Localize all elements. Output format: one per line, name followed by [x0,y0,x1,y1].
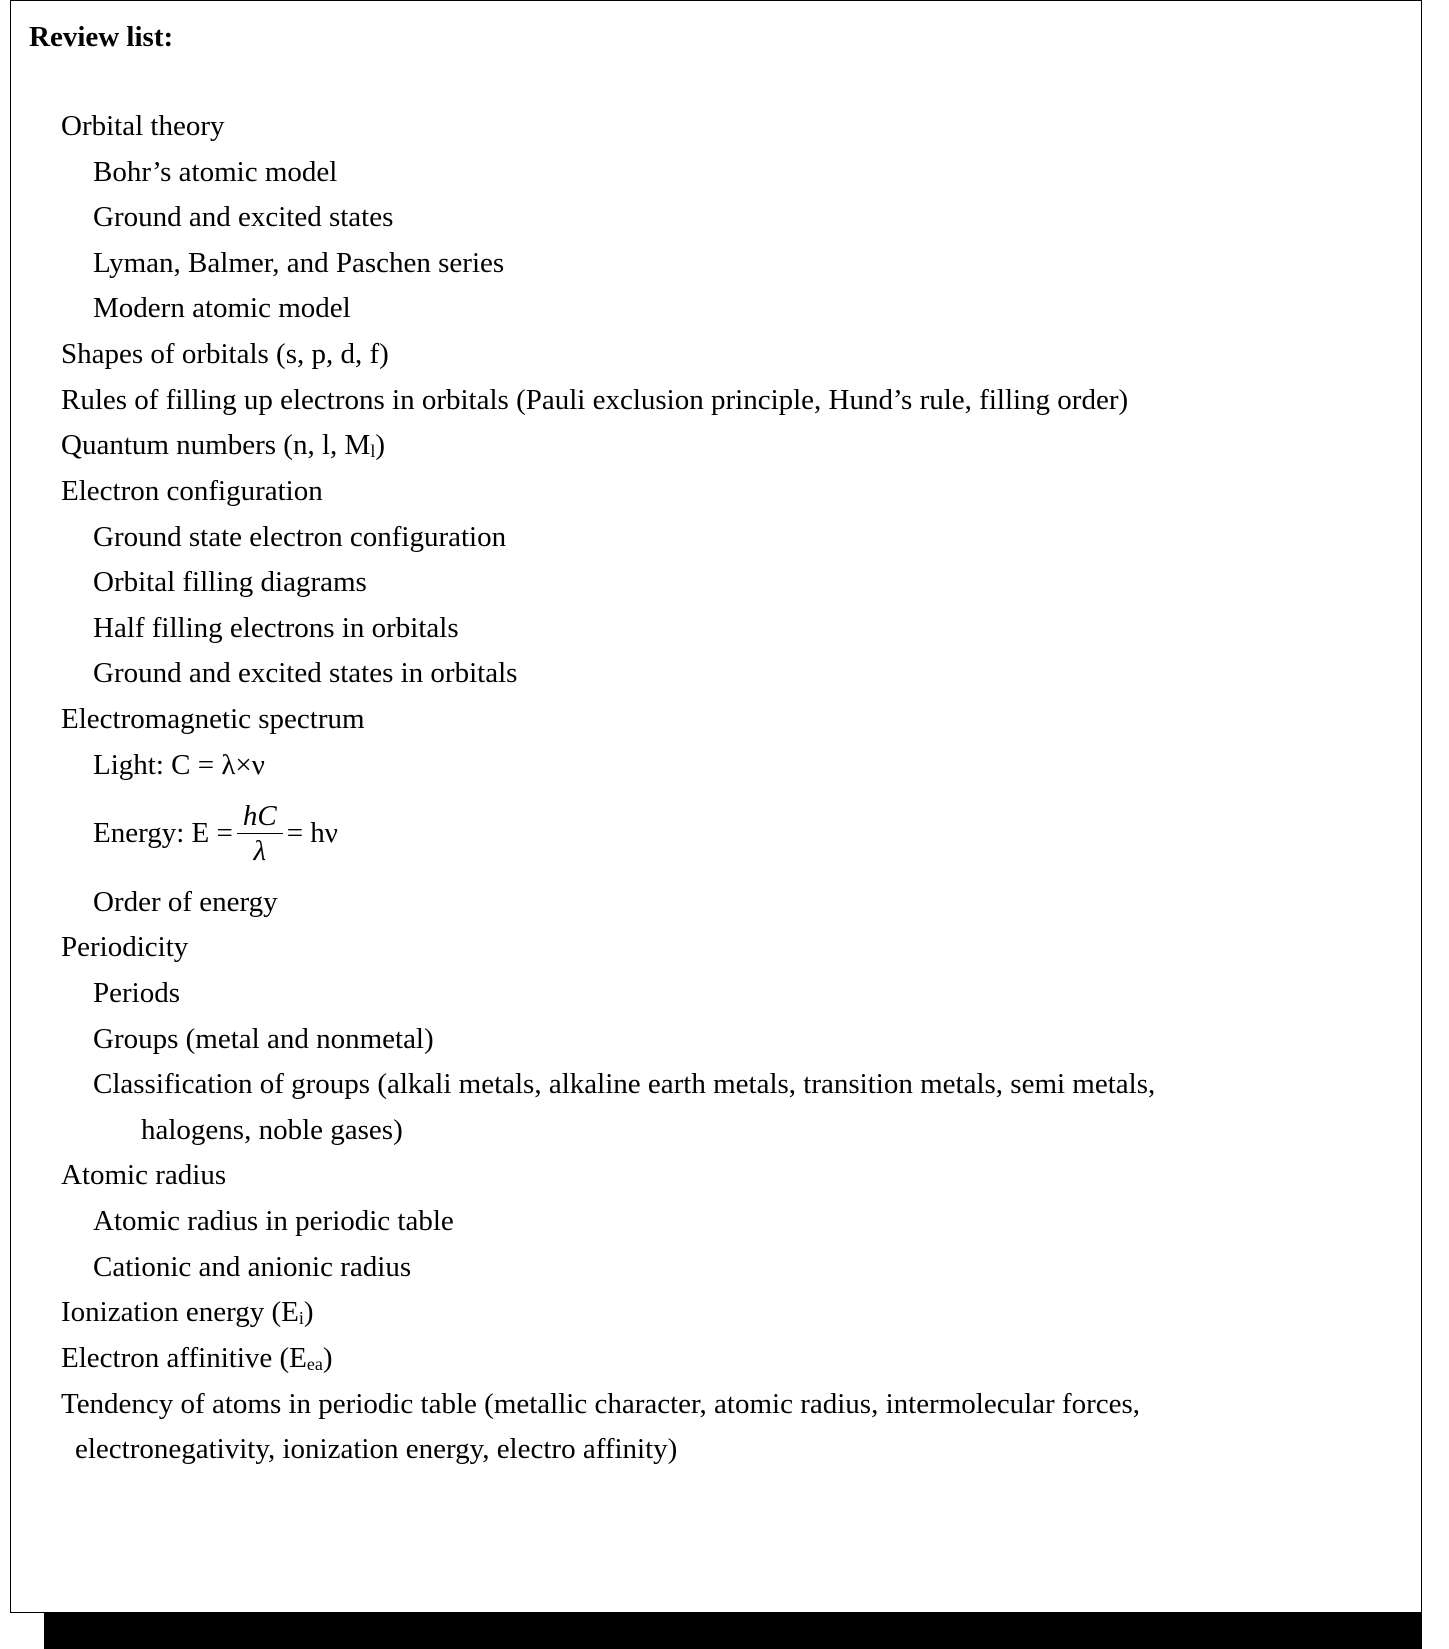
item-electromagnetic-spectrum: Electromagnetic spectrum [61,703,365,735]
fraction-denominator: λ [253,834,267,867]
item-classification-line-1: Classification of groups (alkali metals, alkaline earth metals, transition metals, semi metals, [93,1068,1156,1100]
quantum-subscript: l [370,441,376,461]
item-classification-line-2: halogens, noble gases) [141,1114,403,1146]
energy-suffix: = hν [286,817,338,849]
fraction-numerator: hC [237,799,283,834]
item-bohr-model: Bohr’s atomic model [93,156,338,188]
item-periodicity: Periodicity [61,931,189,963]
item-ground-state-configuration: Ground state electron configuration [93,521,507,553]
item-electron-affinitive [61,1340,333,1382]
review-list-title: Review list: [29,21,174,53]
review-box [10,0,1422,1613]
item-modern-atomic-model: Modern atomic model [93,292,351,324]
affinitive-subscript: ea [306,1354,323,1374]
energy-prefix: Energy: E = [93,817,233,849]
energy-fraction [237,799,283,868]
ionization-text: Ionization energy (E [61,1296,299,1328]
ionization-subscript: i [298,1308,304,1328]
item-half-filling: Half filling electrons in orbitals [93,612,459,644]
item-spectral-series: Lyman, Balmer, and Paschen series [93,247,505,279]
ionization-close: ) [303,1296,314,1328]
item-groups: Groups (metal and nonmetal) [93,1023,434,1055]
item-atomic-radius-table: Atomic radius in periodic table [93,1205,454,1237]
affinitive-close: ) [322,1342,333,1374]
item-cationic-anionic: Cationic and anionic radius [93,1251,412,1283]
item-ionization-energy [61,1294,314,1336]
item-filling-rules: Rules of filling up electrons in orbitals (Pauli exclusion principle, Hund’s rule, filling order) [61,384,1129,416]
item-orbital-theory: Orbital theory [61,110,225,142]
quantum-text: Quantum numbers (n, l, M [61,429,371,461]
item-shapes-of-orbitals: Shapes of orbitals (s, p, d, f) [61,338,389,370]
affinitive-text: Electron affinitive (E [61,1342,307,1374]
item-ground-excited-states: Ground and excited states [93,201,394,233]
item-light-equation: Light: C = λ×ν [93,749,265,781]
quantum-close: ) [375,429,385,461]
item-tendency-line-1: Tendency of atoms in periodic table (metallic character, atomic radius, intermolecular forces, [61,1388,1141,1420]
item-electron-configuration: Electron configuration [61,475,323,507]
item-orbital-filling-diagrams: Orbital filling diagrams [93,566,367,598]
item-periods: Periods [93,977,180,1009]
item-tendency-line-2: electronegativity, ionization energy, electro affinity) [75,1433,678,1465]
item-ground-excited-orbitals: Ground and excited states in orbitals [93,657,518,689]
item-energy-equation [93,798,338,870]
item-quantum-numbers [61,427,385,469]
item-atomic-radius: Atomic radius [61,1159,227,1191]
item-order-of-energy: Order of energy [93,886,278,918]
